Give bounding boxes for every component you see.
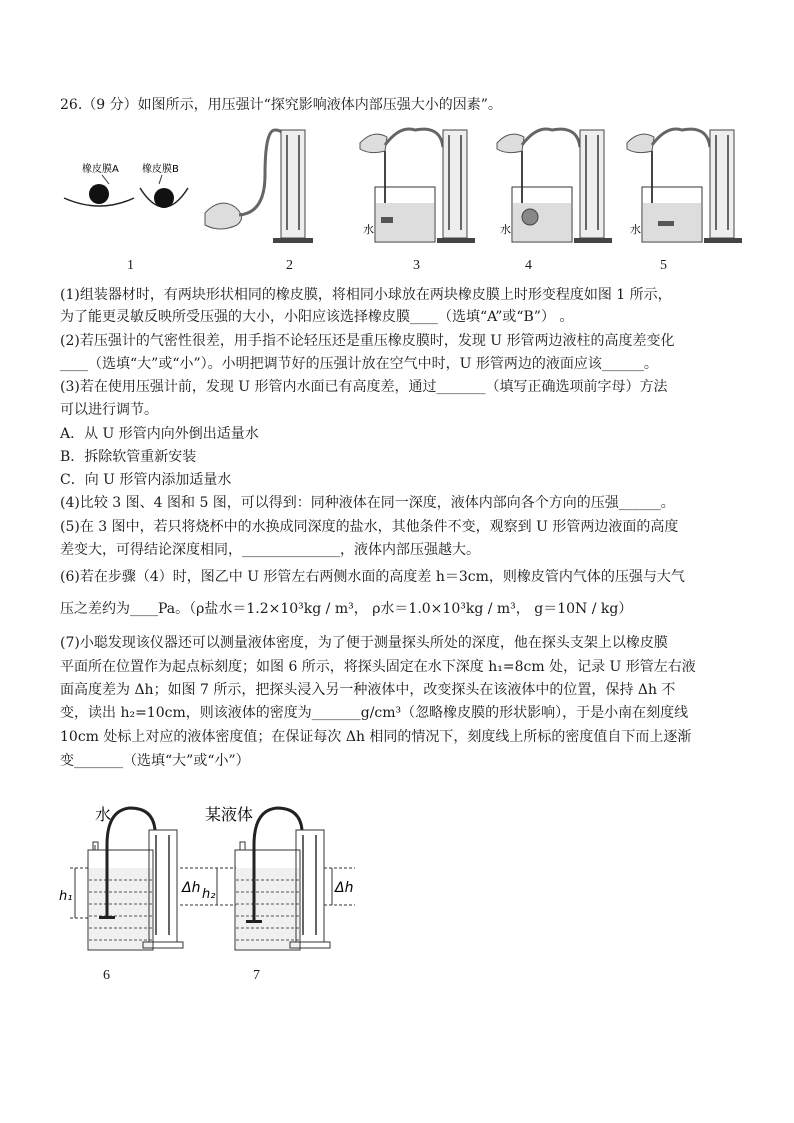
dh-label-left: Δh [182,880,201,896]
water-label-4: 水 [500,223,511,236]
text-line: 为了能更灵敏反映所受压强的大小，小阳应该选择橡皮膜____（选填“A”或“B”） 。 [60,309,574,325]
pressure-gauge-5 [622,125,747,250]
text-line: (1)组装器材时，有两块形状相同的橡皮膜，将相同小球放在两块橡皮膜上时形变程度如图 1 所示， [60,287,672,303]
figure-number-4: 4 [525,258,532,273]
pressure-gauge-2 [195,125,315,250]
membrane-a-label: 橡皮膜A [82,164,119,175]
density-figure-6 [55,800,190,960]
water-label-5: 水 [630,223,641,236]
membrane-figure [62,158,192,228]
h1-label: h₁ [59,889,73,904]
text-line: 变_______（选填“大”或“小”） [60,753,250,769]
density-figure-7 [180,800,365,960]
text-line: 可以进行调节。 [60,402,158,418]
figure-number-5: 5 [660,258,667,273]
figure-number-6: 6 [103,968,110,983]
option-a: A．从 U 形管内向外倒出适量水 [60,426,259,442]
text-line: 变，读出 h₂=10cm，则该液体的密度为_______g/cm³（忽略橡皮膜的形状影响），于是小南在刻度线 [60,705,689,721]
membrane-b-label: 橡皮膜B [142,164,179,175]
pressure-gauge-3 [355,125,480,250]
text-line: ____（选填“大”或“小”）。小明把调节好的压强计放在空气中时，U 形管两边的液面应该______。 [60,356,658,372]
figure-number-7: 7 [253,968,260,983]
water-label-3: 水 [363,223,374,236]
option-b: B．拆除软管重新安装 [60,449,197,465]
water-title: 水 [95,805,112,824]
figure-number-3: 3 [413,258,420,273]
h2-label: h₂ [202,887,216,902]
text-line: 面高度差为 Δh；如图 7 所示，把探头浸入另一种液体中，改变探头在该液体中的位置，保持 Δh 不 [60,682,676,698]
figure-number-1: 1 [127,258,134,273]
dh-label-right: Δh [335,880,354,896]
text-line: (4)比较 3 图、4 图和 5 图，可以得到：同种液体在同一深度，液体内部向各个方向的压强______。 [60,495,675,511]
liquid-title: 某液体 [205,805,254,824]
text-line: (7)小聪发现该仪器还可以测量液体密度，为了便于测量探头所处的深度，他在探头支架上以橡皮膜 [60,635,668,651]
figure-number-2: 2 [286,258,293,273]
text-line: (2)若压强计的气密性很差，用手指不论轻压还是重压橡皮膜时，发现 U 形管两边液柱的高度差变化 [60,333,675,349]
text-line: (5)在 3 图中，若只将烧杯中的水换成同深度的盐水，其他条件不变，观察到 U 形管两边液面的高度 [60,519,679,535]
text-line: 压之差约为____Pa。（ρ盐水＝1.2×10³kg / m³， ρ水＝1.0×10³kg / m³， g＝10N / kg） [60,601,633,617]
text-line: (3)若在使用压强计前，发现 U 形管内水面已有高度差，通过_______（填写正确选项前字母）方法 [60,379,668,395]
text-line: 平面所在位置作为起点标刻度；如图 6 所示，将探头固定在水下深度 h₁=8cm 处，记录 U 形管左右液 [60,659,696,675]
question-title: 26.（9 分）如图所示，用压强计“探究影响液体内部压强大小的因素”。 [60,97,502,113]
option-c: C．向 U 形管内添加适量水 [60,472,232,488]
text-line: (6)若在步骤（4）时，图乙中 U 形管左右两侧水面的高度差 h＝3cm，则橡皮管内气体的压强与大气 [60,569,685,585]
pressure-gauge-4 [492,125,617,250]
text-line: 10cm 处标上对应的液体密度值；在保证每次 Δh 相同的情况下，刻度线上所标的密度值自下而上逐渐 [60,729,692,745]
text-line: 差变大，可得结论深度相同，______________，液体内部压强越大。 [60,542,480,558]
